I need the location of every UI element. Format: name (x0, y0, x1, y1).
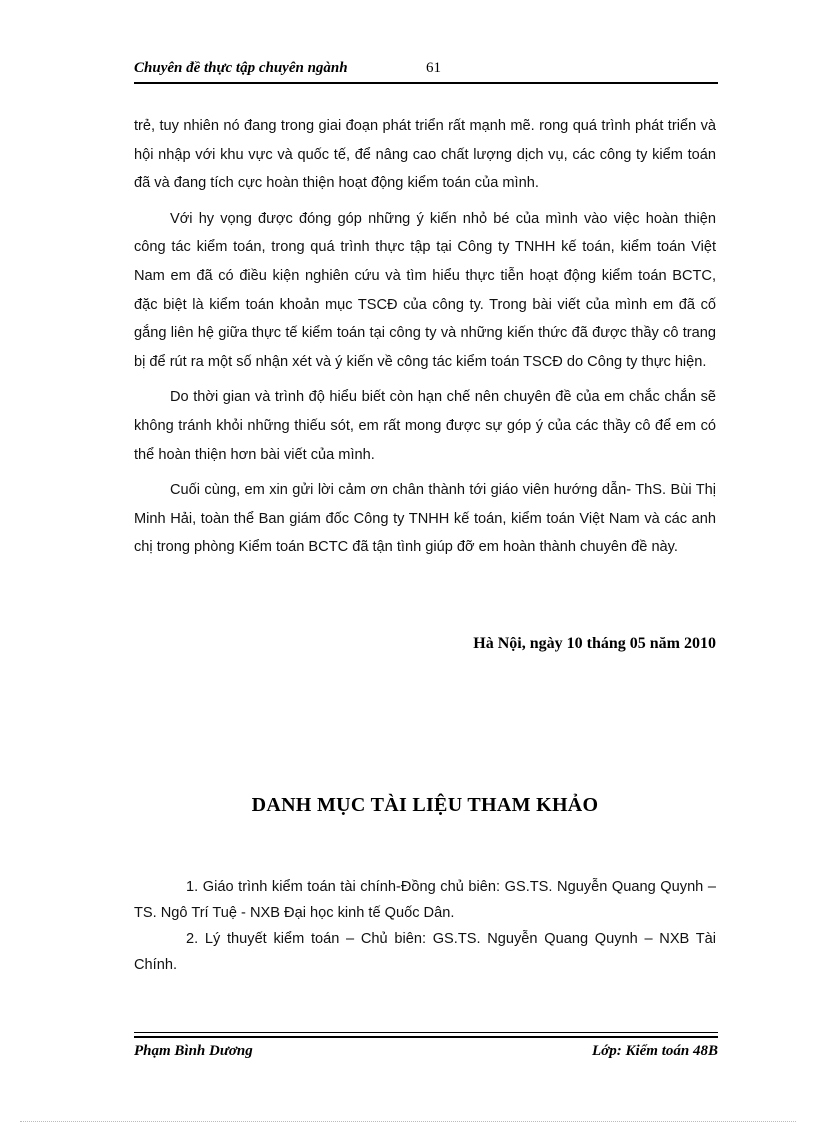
references-title: DANH MỤC TÀI LIỆU THAM KHẢO (251, 794, 599, 816)
header-title: Chuyên đề thực tập chuyên ngành (134, 60, 348, 76)
reference-item: 1. Giáo trình kiểm toán tài chính-Đồng chủ biên: GS.TS. Nguyễn Quang Quynh – TS. Ngô Trí Tuệ - NXB Đại học kinh tế Quốc Dân. (134, 879, 716, 921)
paragraph-1: trẻ, tuy nhiên nó đang trong giai đoạn phát triển rất mạnh mẽ. rong quá trình phát triển và hội nhập với khu vực và quốc tế, để nâng cao chất lượng dịch vụ, các công ty kiểm toán đã và đang tích cực hoàn thiện hoạt động kiểm toán của mình. (134, 118, 716, 192)
paragraph-4: Cuối cùng, em xin gửi lời cảm ơn chân thành tới giáo viên hướng dẫn- ThS. Bùi Thị Minh Hải, toàn thể Ban giám đốc Công ty TNHH kế toán, kiểm toán Việt Nam và các anh chị trong phòng Kiểm toán BCTC đã tận tình giúp đỡ em hoàn thành chuyên đề này. (134, 482, 716, 556)
page-number: 61 (426, 60, 441, 76)
footer-class: Lớp: Kiểm toán 48B (592, 1043, 718, 1059)
references-list (134, 874, 716, 978)
header-divider (134, 82, 718, 84)
page-header (134, 60, 718, 80)
footer-author: Phạm Bình Dương (134, 1043, 253, 1059)
reference-item: 2. Lý thuyết kiểm toán – Chủ biên: GS.TS. Nguyễn Quang Quynh – NXB Tài Chính. (134, 931, 716, 973)
body-text (134, 112, 716, 569)
signoff-date: Hà Nội, ngày 10 tháng 05 năm 2010 (473, 635, 716, 652)
page-edge (20, 1121, 796, 1122)
paragraph-2: Với hy vọng được đóng góp những ý kiến nhỏ bé của mình vào việc hoàn thiện công tác kiểm toán, trong quá trình thực tập tại Công ty TNHH kế toán, kiểm toán Việt Nam em đã có điều kiện nghiên cứu và tìm hiểu thực tiễn hoạt động kiểm toán BCTC, đặc biệt là kiểm toán khoản mục TSCĐ của công ty. Trong bài viết của mình em đã cố gắng liên hệ giữa thực tế kiểm toán tại công ty và những kiến thức đã được thầy cô trang bị để rút ra một số nhận xét và ý kiến về công tác kiểm toán TSCĐ do Công ty thực hiện. (134, 210, 716, 370)
paragraph-3: Do thời gian và trình độ hiểu biết còn hạn chế nên chuyên đề của em chắc chắn sẽ không tránh khỏi những thiếu sót, em rất mong được sự góp ý của các thầy cô để em có thể hoàn thiện hơn bài viết của mình. (134, 389, 716, 463)
footer-divider-thick (134, 1036, 718, 1038)
footer-divider-thin (134, 1032, 718, 1033)
page-footer (134, 1043, 718, 1063)
